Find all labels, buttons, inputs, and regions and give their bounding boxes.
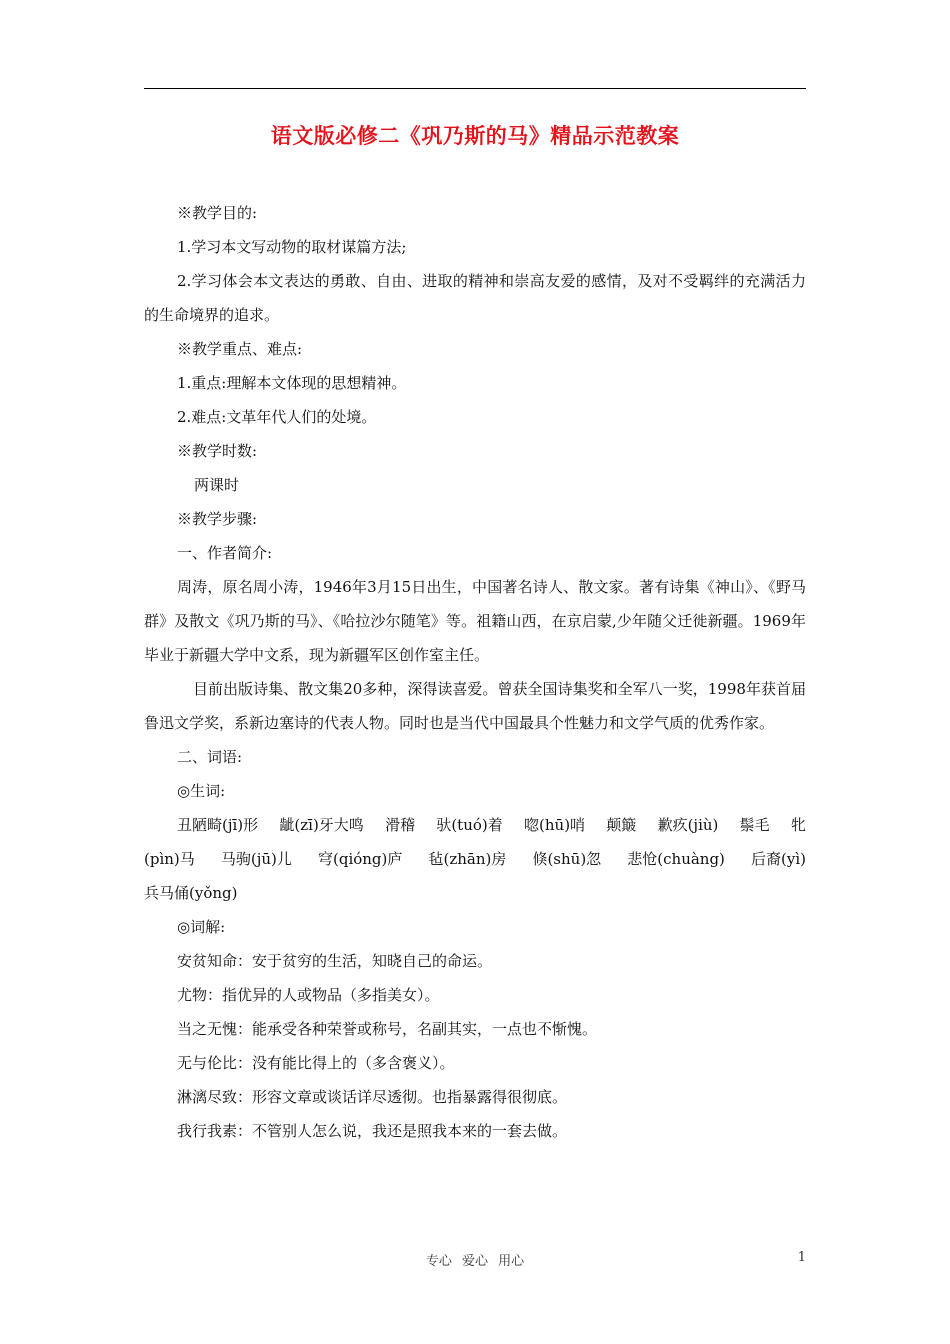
header-rule: [144, 88, 806, 89]
document-title: 语文版必修二《巩乃斯的马》精品示范教案: [270, 123, 680, 148]
word-item: 后裔(yì): [751, 850, 806, 868]
word-item: 驮(tuó)着: [436, 816, 503, 834]
objective-1: 1.学习本文写动物的取材谋篇方法;: [177, 238, 407, 256]
page-number: 1: [797, 1250, 806, 1265]
key-point-1: 1.重点:理解本文体现的思想精神。: [177, 374, 407, 392]
new-words-heading: ◎生词:: [177, 782, 226, 800]
word-item: 鬃毛: [739, 816, 770, 834]
word-item: 龇(zī)牙大鸣: [279, 816, 364, 834]
word-item: 倏(shū)忽: [532, 850, 602, 868]
glossary-entry: 当之无愧：能承受各种荣誉或称号，名副其实，一点也不惭愧。: [177, 1020, 598, 1038]
word-item: 唿(hū)哨: [524, 816, 586, 834]
section-heading-author: 一、作者简介:: [177, 544, 273, 562]
glossary-entry: 淋漓尽致：形容文章或谈话详尽透彻。也指暴露得很彻底。: [177, 1088, 568, 1106]
hours-value: 两课时: [194, 476, 240, 494]
new-words-line-2: [144, 842, 806, 876]
author-paragraph-2: 目前出版诗集、散文集20多种，深得读喜爱。曾获全国诗集奖和全军八一奖，1998年获首届鲁迅文学奖，系新边塞诗的代表人物。同时也是当代中国最具个性魅力和文学气质的优秀作家。: [144, 680, 806, 732]
key-points-heading: ※教学重点、难点:: [177, 340, 303, 358]
word-item: 颠簸: [606, 816, 637, 834]
glossary-entry: 安贫知命：安于贫穷的生活，知晓自己的命运。: [177, 952, 493, 970]
word-item: 穹(qióng)庐: [317, 850, 403, 868]
glossary-entry: 尤物：指优异的人或物品（多指美女）。: [177, 986, 440, 1004]
word-item: 牝: [790, 816, 806, 834]
objective-2: 2.学习体会本文表达的勇敢、自由、进取的精神和崇高友爱的感情，及对不受羁绊的充满活力的生命境界的追求。: [144, 272, 806, 324]
word-item: (pìn)马: [144, 850, 195, 868]
glossary-entry: 无与伦比：没有能比得上的（多含褒义）。: [177, 1054, 455, 1072]
new-words-line-3: 兵马俑(yǒng): [144, 884, 238, 902]
hours-heading: ※教学时数:: [177, 442, 258, 460]
word-item: 马驹(jū)儿: [220, 850, 292, 868]
document-body: [144, 196, 806, 1148]
glossary-heading: ◎词解:: [177, 918, 226, 936]
word-item: 歉疚(jiù): [657, 816, 719, 834]
objectives-heading: ※教学目的:: [177, 204, 258, 222]
footer-motto: 专心 爱心 用心: [425, 1254, 525, 1269]
author-paragraph-1: 周涛，原名周小涛，1946年3月15日出生，中国著名诗人、散文家。著有诗集《神山》、《野马群》及散文《巩乃斯的马》、《哈拉沙尔随笔》等。祖籍山西，在京启蒙,少年随父迁徙新疆。1969年毕业于新疆大学中文系，现为新疆军区创作室主任。: [144, 578, 806, 664]
new-words-line-1: [144, 808, 806, 842]
word-item: 悲怆(chuàng): [627, 850, 725, 868]
word-item: 丑陋畸(jī)形: [177, 816, 259, 834]
word-item: 滑稽: [385, 816, 416, 834]
key-point-2: 2.难点:文革年代人们的处境。: [177, 408, 377, 426]
word-item: 毡(zhān)房: [428, 850, 507, 868]
glossary-entry: 我行我素：不管别人怎么说，我还是照我本来的一套去做。: [177, 1122, 568, 1140]
section-heading-vocabulary: 二、词语:: [177, 748, 243, 766]
steps-heading: ※教学步骤:: [177, 510, 258, 528]
